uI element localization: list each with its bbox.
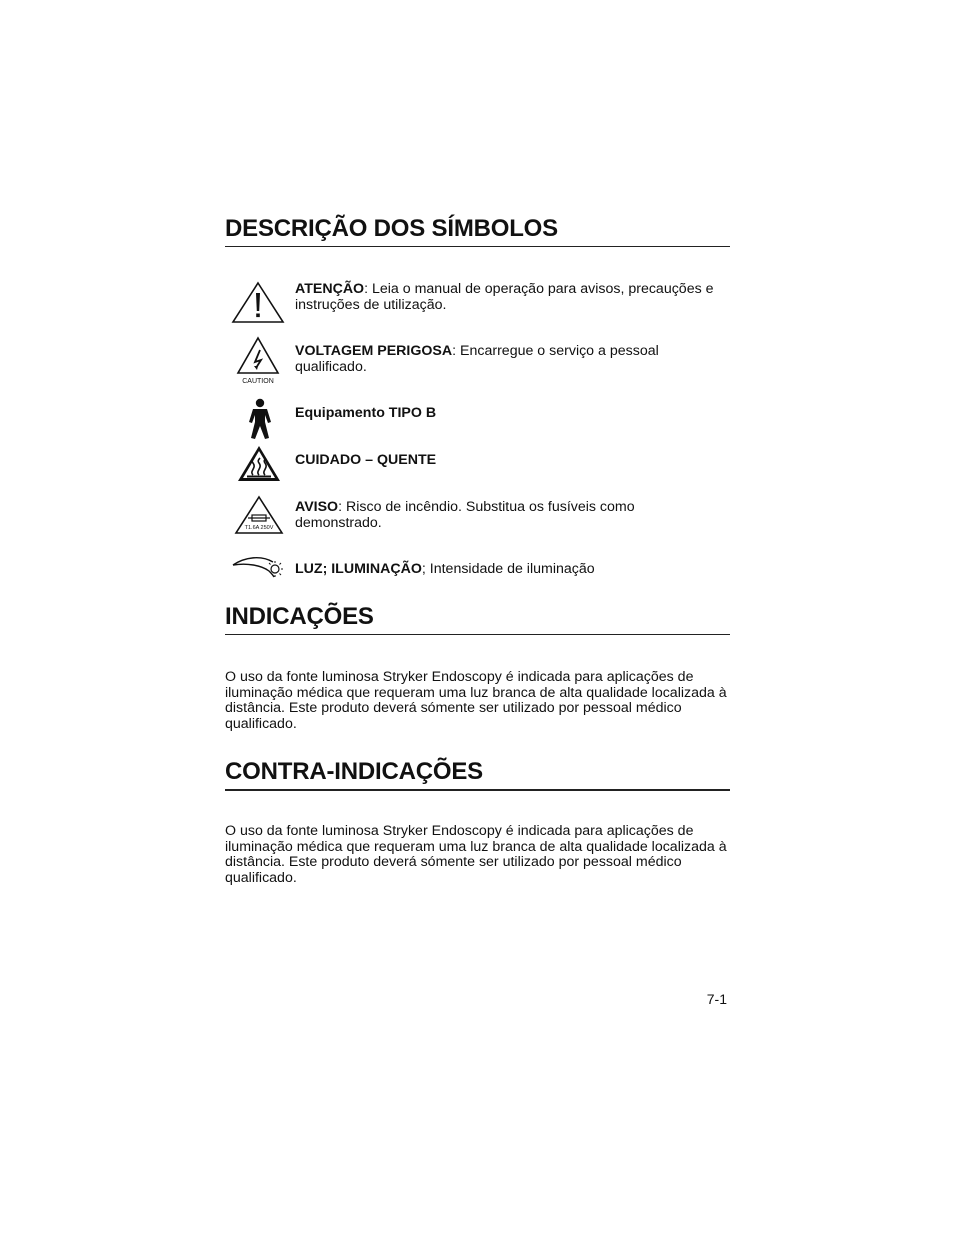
symbol-text: Intensidade de iluminação bbox=[429, 561, 595, 577]
symbol-label: CUIDADO – QUENTE bbox=[295, 452, 437, 468]
symbol-description: VOLTAGEM PERIGOSA: Encarregue o serviço a pessoal qualificado. bbox=[295, 343, 659, 375]
warning-triangle-icon bbox=[231, 280, 287, 326]
page-number: 7-1 bbox=[706, 991, 727, 1007]
fuse-rating-text: T1.6A 250V bbox=[244, 525, 274, 531]
symbol-label: VOLTAGEM PERIGOSA bbox=[295, 343, 453, 359]
indications-section-title: INDICAÇÕES bbox=[225, 603, 730, 635]
indications-paragraph: O uso da fonte luminosa Stryker Endoscopy é indicada para aplicações de iluminação médica que requeram uma luz branca de alta qualidade localizada à distância. Este produto deverá sómente ser utilizado por pessoal médico qualificado. bbox=[225, 669, 727, 732]
symbol-description: LUZ; ILUMINAÇÃO; Intensidade de iluminação bbox=[295, 561, 595, 577]
manual-page bbox=[225, 0, 730, 1235]
symbol-description: AVISO: Risco de incêndio. Substitua os fusíveis como demonstrado. bbox=[295, 499, 635, 531]
symbol-text: Risco de incêndio. Substitua os fusíveis como demonstrado. bbox=[295, 499, 635, 531]
symbol-label: ATENÇÃO bbox=[295, 281, 365, 297]
contraindications-section-title: CONTRA-INDICAÇÕES bbox=[225, 758, 730, 791]
symbol-label: Equipamento TIPO B bbox=[295, 405, 437, 421]
symbol-description bbox=[295, 406, 715, 422]
symbol-text: Leia o manual de operação para avisos, precauções e instruções de utilização. bbox=[295, 281, 714, 313]
contraindications-paragraph: O uso da fonte luminosa Stryker Endoscopy é indicada para aplicações de iluminação médica que requeram uma luz branca de alta qualidade localizada à distância. Este produto deverá sómente ser utilizado por pessoal médico qualificado. bbox=[225, 823, 727, 886]
fuse-warning-icon bbox=[233, 495, 289, 537]
symbol-description: ATENÇÃO: Leia o manual de operação para avisos, precauções e instruções de utilização. bbox=[295, 281, 714, 313]
symbol-description bbox=[295, 453, 715, 469]
symbol-text: Encarregue o serviço a pessoal qualificado. bbox=[295, 343, 659, 375]
type-b-person-icon bbox=[245, 398, 301, 440]
symbol-label: AVISO bbox=[295, 499, 339, 515]
caution-icon-text: CAUTION bbox=[242, 378, 274, 385]
symbols-section-title: DESCRIÇÃO DOS SÍMBOLOS bbox=[225, 215, 730, 247]
hot-surface-icon bbox=[235, 444, 291, 484]
symbol-label: LUZ; ILUMINAÇÃO bbox=[295, 561, 422, 577]
light-intensity-icon bbox=[231, 551, 287, 581]
high-voltage-icon bbox=[233, 335, 289, 387]
